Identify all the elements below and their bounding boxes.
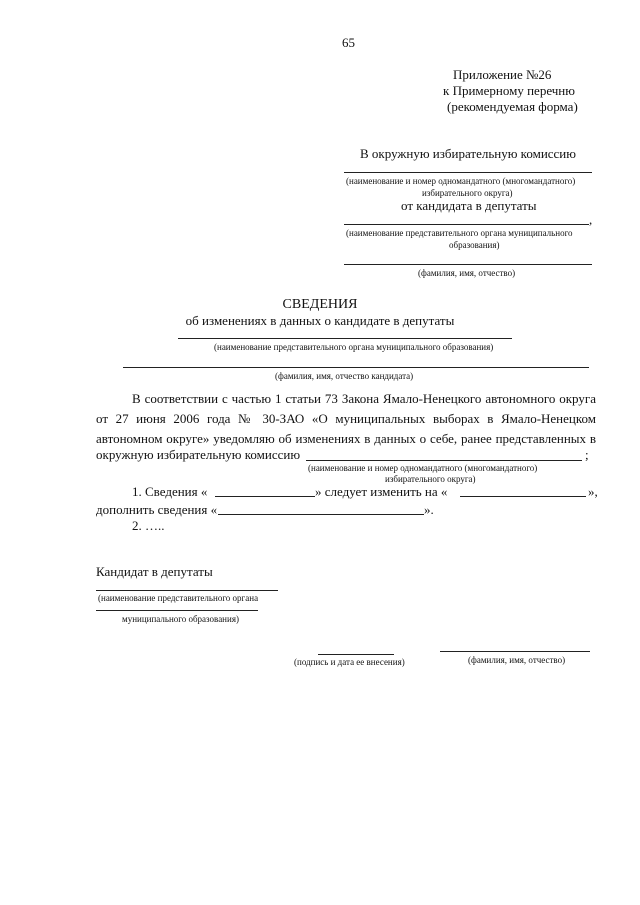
commission-name-line <box>344 172 592 173</box>
item1-new-value-line <box>460 496 586 497</box>
commission-caption-1: (наименование и номер одномандатного (многомандатного) <box>346 176 576 186</box>
district-caption-1: (наименование и номер одномандатного (многомандатного) <box>308 463 538 473</box>
body-paragraph: В соответствии с частью 1 статьи 73 Закона Ямало-Ненецкого автономного округа от 27 июня 2006 года № 30-ЗАО «О муниципальных выборах в Ямало-Ненецком автономном округе» уведомляю об изменениях в данных о себе, ранее представленных в <box>96 391 596 446</box>
organ-comma: , <box>589 212 593 227</box>
appendix-form-note: (рекомендуемая форма) <box>447 99 578 114</box>
item1-old-value-line <box>215 496 315 497</box>
commission-caption-2: избирательного округа) <box>422 188 513 198</box>
footer-organ-line-2 <box>96 610 258 611</box>
organ-name-line <box>344 224 589 225</box>
item1-cont-start: дополнить сведения « <box>96 502 218 517</box>
document-subtitle: об изменениях в данных о кандидате в депутаты <box>185 313 455 328</box>
title-candidate-caption: (фамилия, имя, отчество кандидата) <box>275 371 414 381</box>
signature-line <box>318 654 394 655</box>
footer-fio-line <box>440 651 590 652</box>
addressee-to: В окружную избирательную комиссию <box>360 146 576 161</box>
title-candidate-line <box>123 367 589 368</box>
item1-end: », <box>588 484 598 499</box>
fio-caption: (фамилия, имя, отчество) <box>418 268 516 278</box>
item2: 2. ….. <box>132 518 165 533</box>
from-candidate: от кандидата в депутаты <box>401 198 537 213</box>
organ-caption-2: образования) <box>449 240 500 250</box>
item1-cont-end: ». <box>424 502 434 517</box>
footer-organ-line-1 <box>96 590 278 591</box>
appendix-reference: к Примерному перечню <box>443 83 575 98</box>
footer-fio-caption: (фамилия, имя, отчество) <box>468 655 566 665</box>
item1-mid: » следует изменить на « <box>315 484 448 499</box>
body-semicolon: ; <box>585 447 589 462</box>
signature-caption: (подпись и дата ее внесения) <box>294 657 405 667</box>
page-number: 65 <box>342 35 355 50</box>
fio-line <box>344 264 592 265</box>
organ-caption-1: (наименование представительного органа муниципального <box>346 228 573 238</box>
footer-organ-caption-2: муниципального образования) <box>122 614 239 624</box>
title-organ-caption: (наименование представительного органа муниципального образования) <box>214 342 494 352</box>
item1-start: 1. Сведения « <box>132 484 208 499</box>
appendix-title: Приложение №26 <box>453 67 552 82</box>
district-line <box>306 460 582 461</box>
title-organ-line <box>178 338 512 339</box>
district-caption-2: избирательного округа) <box>385 474 476 484</box>
document-title: СВЕДЕНИЯ <box>282 297 358 312</box>
item1-add-value-line <box>218 514 424 515</box>
body-last-line: окружную избирательную комиссию <box>96 447 301 462</box>
footer-organ-caption-1: (наименование представительного органа <box>98 593 259 603</box>
candidate-label: Кандидат в депутаты <box>96 564 213 579</box>
